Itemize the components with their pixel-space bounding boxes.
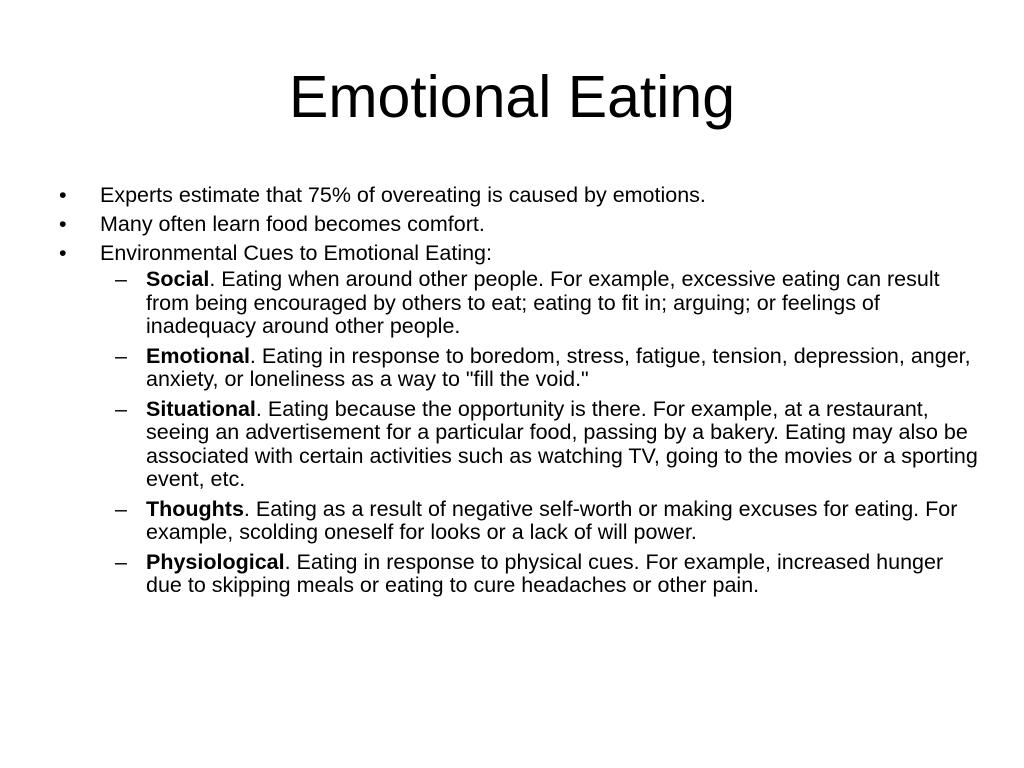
cue-description: . Eating in response to boredom, stress, fatigue, tension, depression, anger, anxiety, or loneliness as a way to "fill the void." <box>146 343 971 391</box>
sub-bullet-marker: – <box>115 496 127 521</box>
bullet-item <box>57 210 982 239</box>
cue-item-physiological <box>103 551 982 598</box>
slide-title: Emotional Eating <box>288 64 736 130</box>
bullet-marker: • <box>59 241 67 265</box>
cue-term: Emotional <box>146 343 250 368</box>
bullet-marker: • <box>59 183 67 207</box>
sub-bullet-marker: – <box>115 549 127 574</box>
cue-term: Situational <box>146 396 256 421</box>
bullet-text: Environmental Cues to Emotional Eating: <box>100 241 492 265</box>
cue-list <box>103 268 982 598</box>
cue-description: . Eating because the opportunity is there. For example, at a restaurant, seeing an advertisement for a particular food, passing by a bakery. Eating may also be associated with certain activities such as watching TV, going to the movies or a sporting event, etc. <box>146 396 978 491</box>
bullet-item <box>57 181 982 210</box>
cue-item-social <box>103 268 982 339</box>
cue-term: Physiological <box>146 549 285 574</box>
cue-description: . Eating in response to physical cues. For example, increased hunger due to skipping meals or eating to cure headaches or other pain. <box>146 549 944 597</box>
bullet-text: Many often learn food becomes comfort. <box>100 212 485 236</box>
cue-item-emotional <box>103 345 982 392</box>
cue-term: Thoughts <box>146 496 244 521</box>
cue-description: . Eating when around other people. For example, excessive eating can result from being encouraged by others to eat; eating to fit in; arguing; or feelings of inadequacy around other people. <box>146 267 940 338</box>
cue-description: . Eating as a result of negative self-worth or making excuses for eating. For example, scolding oneself for looks or a lack of will power. <box>146 496 958 544</box>
bullet-item <box>57 239 982 268</box>
bullet-marker: • <box>59 212 67 236</box>
cue-term: Social <box>146 267 210 291</box>
sub-bullet-marker: – <box>115 343 127 368</box>
cue-item-situational <box>103 398 982 492</box>
sub-bullet-marker: – <box>115 267 127 291</box>
slide-body <box>57 181 982 598</box>
sub-bullet-marker: – <box>115 396 127 421</box>
bullet-text: Experts estimate that 75% of overeating is caused by emotions. <box>100 183 706 207</box>
cue-item-thoughts <box>103 498 982 545</box>
